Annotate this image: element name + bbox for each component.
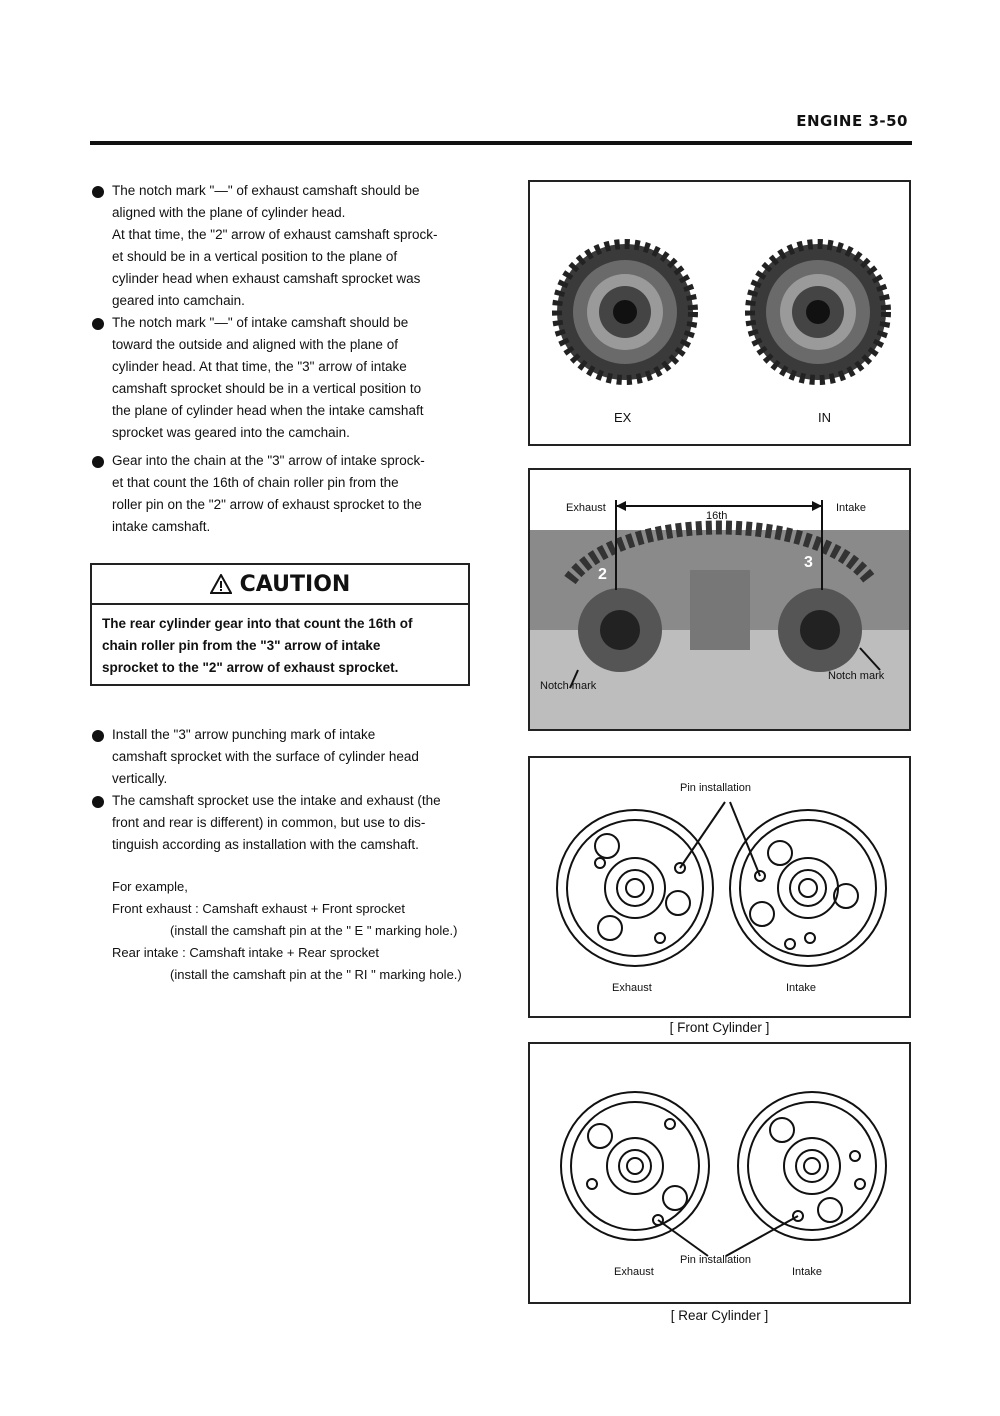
bullet-line: the plane of cylinder head when the intake camshaft — [112, 403, 424, 418]
bullet-line: tinguish according as installation with the camshaft. — [112, 837, 419, 852]
label-arrow-2: 2 — [598, 566, 607, 583]
header-rule — [90, 141, 912, 145]
label-pin-installation: Pin installation — [680, 782, 751, 794]
bullet-line: toward the outside and aligned with the plane of — [112, 337, 398, 352]
caution-line: The rear cylinder gear into that count the 16th of — [102, 616, 413, 631]
label-exhaust: Exhaust — [612, 982, 652, 994]
label-exhaust: Exhaust — [614, 1266, 654, 1278]
bullet-line: geared into camchain. — [112, 293, 245, 308]
bullet-gear-chain — [90, 450, 490, 538]
figure-front-cylinder — [528, 756, 911, 1018]
bullet-line: et should be in a vertical position to the plane of — [112, 249, 398, 264]
page-header-title: ENGINE 3-50 — [796, 112, 908, 130]
bullet-line: At that time, the "2" arrow of exhaust camshaft sprock- — [112, 227, 438, 242]
label-arrow-3: 3 — [804, 554, 813, 571]
caution-text — [92, 605, 468, 687]
bullet-line: The notch mark "—" of intake camshaft should be — [112, 315, 409, 330]
example-rear: Rear intake : Camshaft intake + Rear sprocket — [112, 945, 379, 960]
label-intake: Intake — [792, 1266, 822, 1278]
bullet-line: sprocket was geared into the camchain. — [112, 425, 350, 440]
label-notch-left: Notch mark — [540, 680, 597, 692]
sprocket-photo — [530, 182, 909, 444]
label-intake: Intake — [836, 502, 866, 514]
caution-line: sprocket to the "2" arrow of exhaust sprocket. — [102, 660, 399, 675]
label-ex: EX — [614, 410, 632, 425]
caution-line: chain roller pin from the "3" arrow of intake — [102, 638, 381, 653]
warning-triangle-icon — [210, 574, 232, 594]
bullet-sprocket-common — [90, 790, 495, 856]
bullet-line: vertically. — [112, 771, 168, 786]
instructions-top — [90, 180, 490, 538]
figure-chain-count — [528, 468, 911, 731]
instructions-bottom — [90, 724, 495, 986]
example-rear-note: (install the camshaft pin at the " RI " marking hole.) — [170, 967, 462, 982]
bullet-dot — [92, 456, 104, 468]
caution-title: CAUTION — [239, 571, 351, 597]
bullet-line: aligned with the plane of cylinder head. — [112, 205, 346, 220]
bullet-dot — [92, 796, 104, 808]
label-pin-installation: Pin installation — [680, 1254, 751, 1266]
bullet-install-arrow — [90, 724, 495, 790]
bullet-line: The camshaft sprocket use the intake and exhaust (the — [112, 793, 441, 808]
bullet-dot — [92, 318, 104, 330]
label-in: IN — [818, 410, 831, 425]
bullet-line: cylinder head when exhaust camshaft sprocket was — [112, 271, 421, 286]
figure-sprockets-photo — [528, 180, 911, 446]
caution-box — [90, 563, 470, 686]
bullet-line: The notch mark "—" of exhaust camshaft should be — [112, 183, 420, 198]
bullet-line: camshaft sprocket with the surface of cylinder head — [112, 749, 419, 764]
label-exhaust: Exhaust — [566, 502, 606, 514]
bullet-line: Gear into the chain at the "3" arrow of intake sprock- — [112, 453, 425, 468]
bullet-intake-notch — [90, 312, 490, 444]
bullet-dot — [92, 186, 104, 198]
label-notch-right: Notch mark — [828, 670, 885, 682]
figure-rear-cylinder — [528, 1042, 911, 1304]
bullet-exhaust-notch — [90, 180, 490, 312]
caution-header — [92, 565, 468, 605]
bullet-line: camshaft sprocket should be in a vertical position to — [112, 381, 422, 396]
front-sprocket-diagram — [530, 758, 909, 1016]
label-16th: 16th — [706, 510, 728, 522]
bullet-line: et that count the 16th of chain roller pin from the — [112, 475, 399, 490]
caption-rear-cylinder: [ Rear Cylinder ] — [670, 1308, 769, 1323]
bullet-line: intake camshaft. — [112, 519, 211, 534]
bullet-line: cylinder head. At that time, the "3" arrow of intake — [112, 359, 407, 374]
bullet-line: roller pin on the "2" arrow of exhaust sprocket to the — [112, 497, 422, 512]
caption-front-cylinder: [ Front Cylinder ] — [669, 1020, 770, 1035]
example-block — [90, 876, 495, 986]
example-front: Front exhaust : Camshaft exhaust + Front sprocket — [112, 901, 405, 916]
label-intake: Intake — [786, 982, 816, 994]
example-intro: For example, — [112, 879, 188, 894]
bullet-dot — [92, 730, 104, 742]
bullet-line: front and rear is different) in common, but use to dis- — [112, 815, 426, 830]
bullet-line: Install the "3" arrow punching mark of intake — [112, 727, 376, 742]
example-front-note: (install the camshaft pin at the " E " marking hole.) — [170, 923, 458, 938]
